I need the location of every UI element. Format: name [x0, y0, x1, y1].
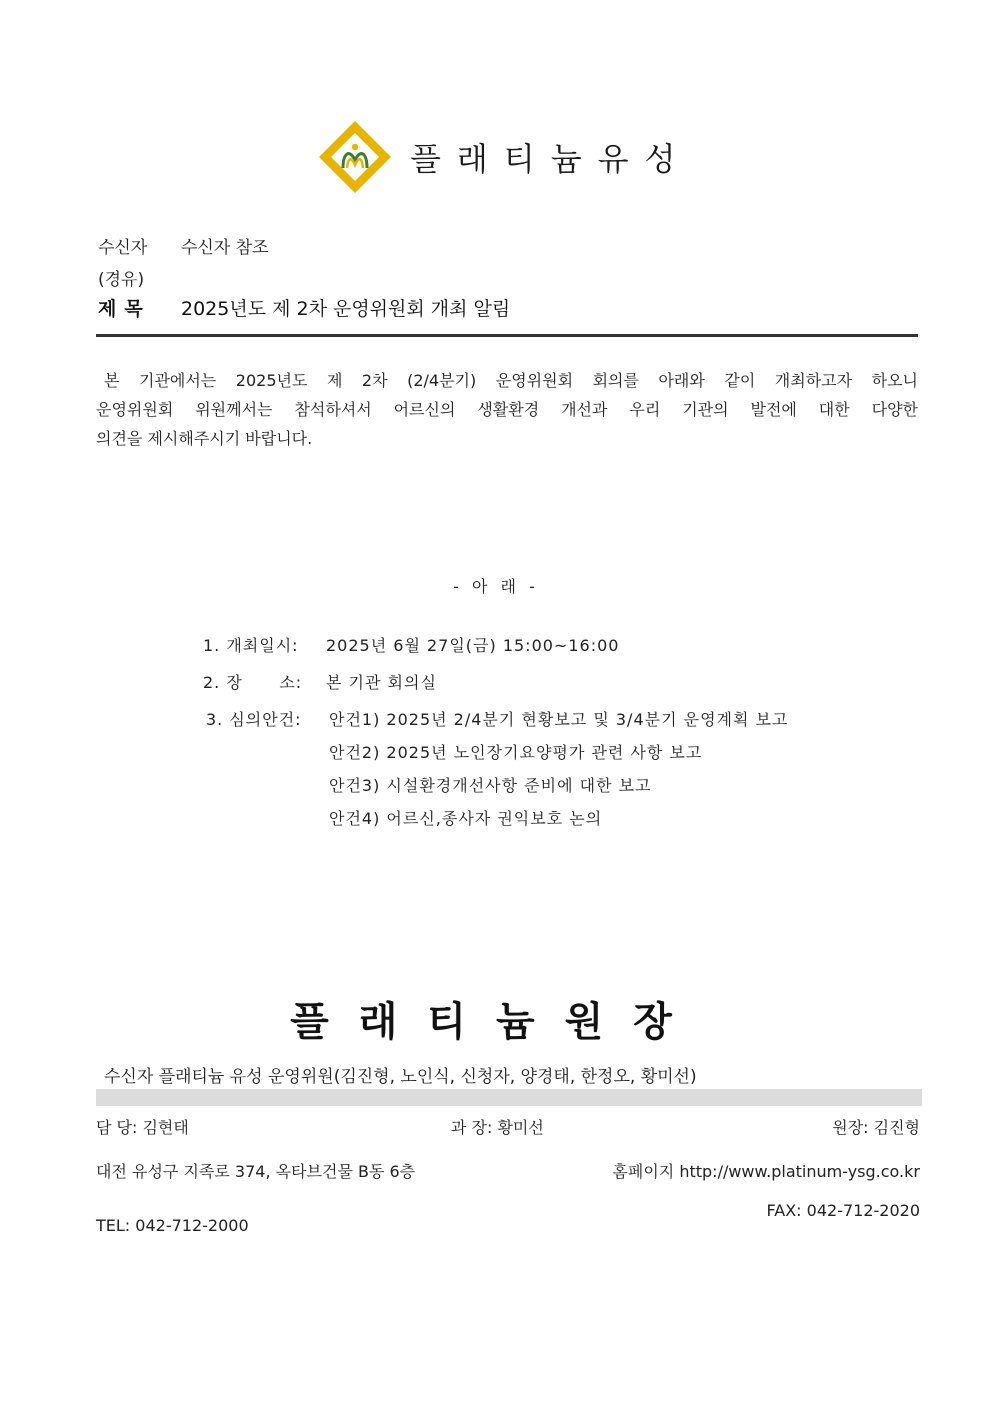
header-divider: [96, 334, 918, 337]
agenda-item: 안건2) 2025년 노인장기요양평가 관련 사항 보고: [329, 743, 703, 762]
organization-name: 플래티늄유성: [410, 140, 692, 178]
item-datetime-value: 2025년 6월 27일(금) 15:00~16:00: [326, 636, 620, 655]
homepage: 홈페이지 http://www.platinum-ysg.co.kr: [612, 1162, 920, 1181]
via-label: (경유): [98, 270, 145, 290]
address: 대전 유성구 지족로 374, 옥타브건물 B동 6층: [96, 1162, 416, 1181]
subject-value: 2025년도 제 2차 운영위원회 개최 알림: [181, 298, 511, 320]
item-agenda-label: 3. 심의안건:: [206, 710, 302, 729]
recipients-line: 수신자 플래티늄 유성 운영위원(김진형, 노인식, 신청자, 양경태, 한정오, 황미선): [104, 1067, 697, 1087]
staff-in-charge: 담 당: 김현태: [96, 1118, 189, 1137]
body-line-2: 운영위원회 위원께서는 참석하셔서 어르신의 생활환경 개선과 우리 기관의 발전에 대한 다양한: [96, 400, 918, 419]
issuer-signature: 플래티늄원장: [290, 999, 702, 1045]
tel-number: TEL: 042-712-2000: [96, 1216, 249, 1235]
recipient-label: 수신자: [98, 238, 148, 258]
section-manager: 과 장: 황미선: [451, 1118, 544, 1137]
details-marker: - 아 래 -: [453, 577, 539, 596]
body-line-1: 본 기관에서는 2025년도 제 2차 (2/4분기) 운영위원회 회의를 아래와 같이 개최하고자 하오니: [104, 371, 918, 390]
footer-band: [96, 1089, 922, 1106]
fax-number: FAX: 042-712-2020: [766, 1201, 920, 1220]
body-line-3: 의견을 제시해주시기 바랍니다.: [96, 429, 313, 448]
agenda-item: 안건1) 2025년 2/4분기 현황보고 및 3/4분기 운영계획 보고: [329, 710, 789, 729]
item-location-value: 본 기관 회의실: [326, 673, 437, 692]
item-datetime-label: 1. 개최일시:: [203, 636, 299, 655]
item-location-label: 2. 장 소:: [203, 673, 303, 692]
recipient-value: 수신자 참조: [181, 238, 269, 258]
subject-label: 제목: [98, 298, 151, 320]
director: 원장: 김진형: [832, 1118, 920, 1137]
logo-emblem-icon: [318, 120, 392, 194]
agenda-item: 안건3) 시설환경개선사항 준비에 대한 보고: [329, 776, 652, 795]
organization-logo: [318, 120, 392, 194]
agenda-item: 안건4) 어르신,종사자 권익보호 논의: [329, 809, 603, 828]
